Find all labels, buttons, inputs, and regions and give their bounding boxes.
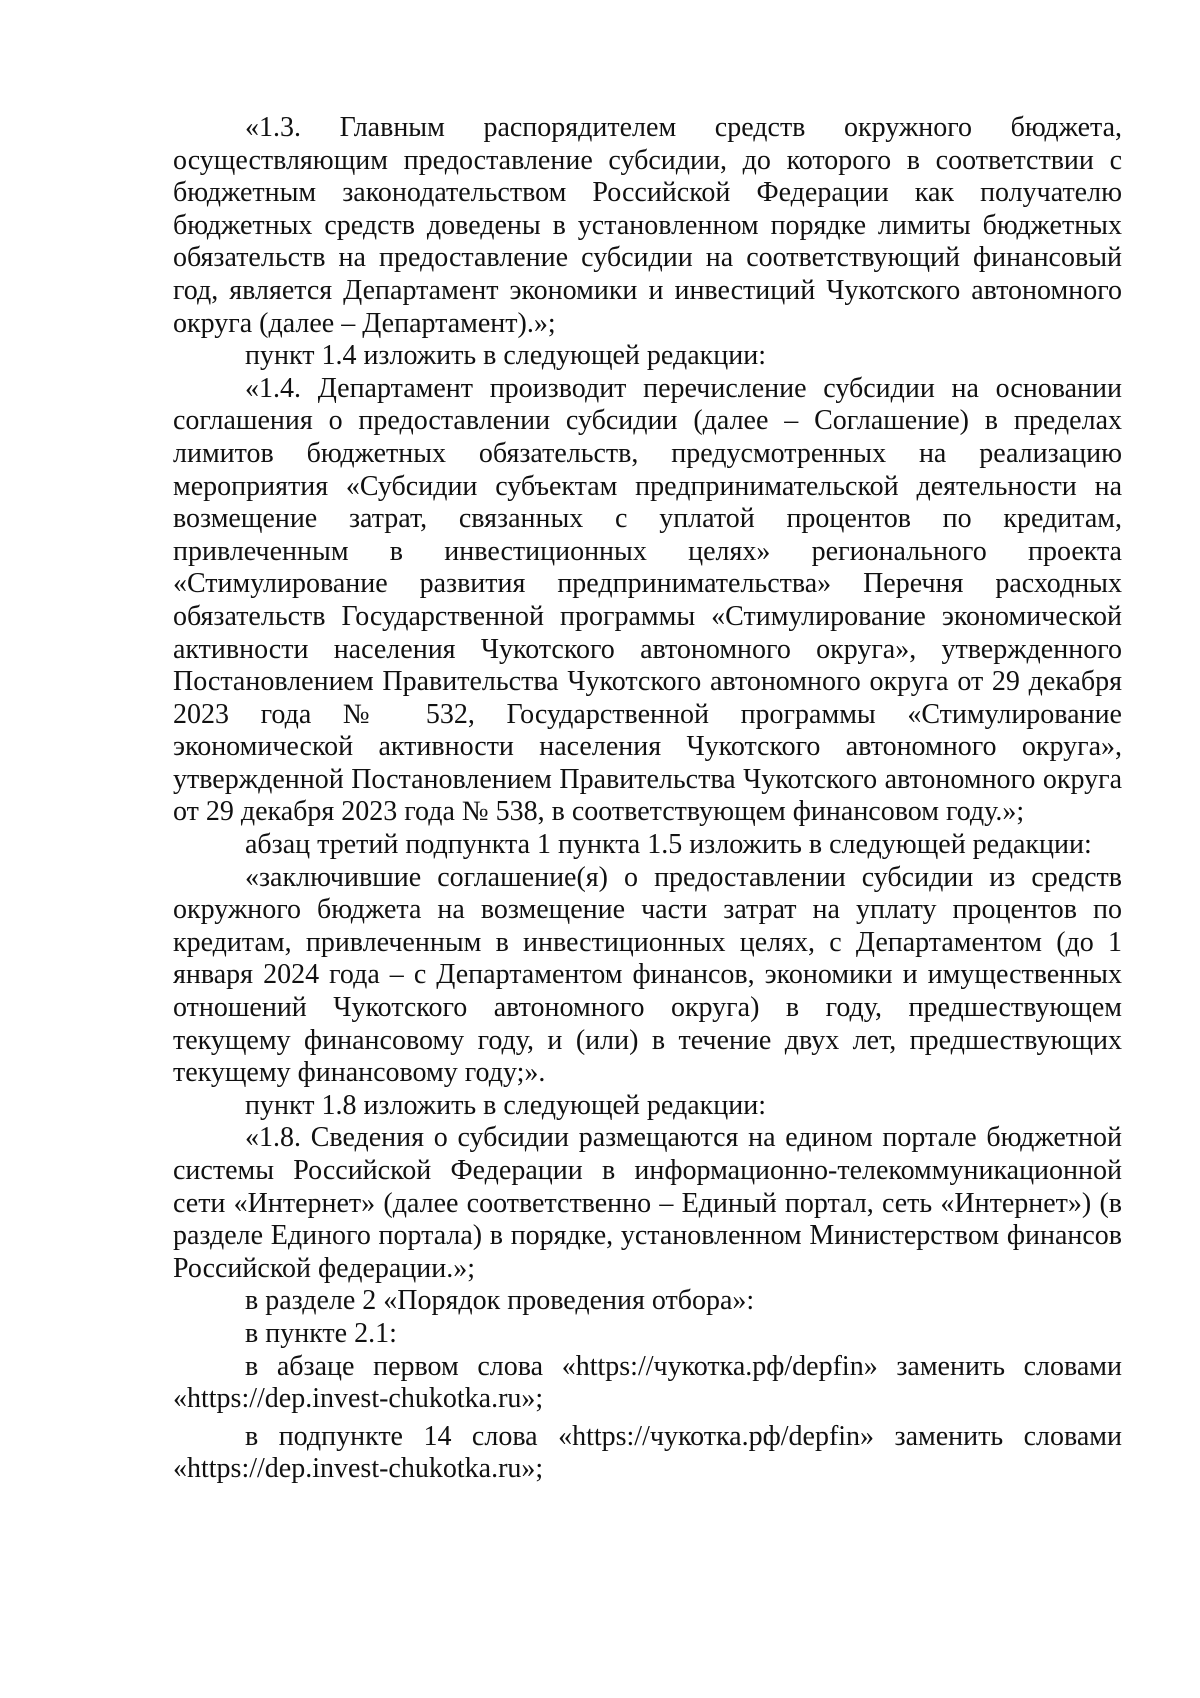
paragraph-subpoint-14-url-replace: в подпункте 14 слова «https://чукотка.рф/depfin» заменить словами «https://dep.invest-chukotka.ru»; (173, 1420, 1122, 1485)
paragraph-agreement-conclusion: «заключившие соглашение(я) о предоставлении субсидии из средств окружного бюджета на возмещение части затрат на уплату процентов по кредитам, привлеченным в инвестиционных целях, с Департаментом (до 1 января 2024 года – с Департаментом финансов, экономики и имущественных отношений Чукотского автономного округа) в году, предшествующем текущему финансовому году, и (или) в течение двух лет, предшествующих текущему финансовому году;». (173, 861, 1122, 1089)
paragraph-instruction-1-5: абзац третий подпункта 1 пункта 1.5 изложить в следующей редакции: (245, 829, 1092, 861)
document-body (173, 112, 1122, 1486)
paragraph-1-8-portal-info: «1.8. Сведения о субсидии размещаются на едином портале бюджетной системы Российской Федерации в информационно-телекоммуникационной сети «Интернет» (далее соответственно – Единый портал, сеть «Интернет») (в разделе Единого портала) в порядке, установленном Министерством финансов Российской федерации.»; (173, 1122, 1122, 1284)
paragraph-1-4-subsidy-transfer: «1.4. Департамент производит перечисление субсидии на основании соглашения о предоставлении субсидии (далее – Соглашение) в пределах лимитов бюджетных обязательств, предусмотренных на реализацию мероприятия «Субсидии субъектам предпринимательской деятельности на возмещение затрат, связанных с уплатой процентов по кредитам, привлеченным в инвестиционных целях» регионального проекта «Стимулирование развития предпринимательства» Перечня расходных обязательств Государственной программы «Стимулирование экономической активности населения Чукотского автономного округа», утвержденного Постановлением Правительства Чукотского автономного округа от 29 декабря 2023 года № 532, Государственной программы «Стимулирование экономической активности населения Чукотского автономного округа», утвержденной Постановлением Правительства Чукотского автономного округа от 29 декабря 2023 года № 538, в соответствующем финансовом году.»; (173, 372, 1122, 828)
paragraph-section-2-heading: в разделе 2 «Порядок проведения отбора»: (245, 1285, 755, 1317)
paragraph-first-abzac-url-replace: в абзаце первом слова «https://чукотка.рф/depfin» заменить словами «https://dep.invest-chukotka.ru»; (173, 1350, 1122, 1415)
paragraph-instruction-1-8: пункт 1.8 изложить в следующей редакции: (245, 1089, 766, 1121)
paragraph-1-3-main-administrator: «1.3. Главным распорядителем средств окружного бюджета, осуществляющим предоставление субсидии, до которого в соответствии с бюджетным законодательством Российской Федерации как получателю бюджетных средств доведены в установленном порядке лимиты бюджетных обязательств на предоставление субсидии на соответствующий финансовый год, является Департамент экономики и инвестиций Чукотского автономного округа (далее – Департамент).»; (173, 112, 1122, 339)
paragraph-point-2-1: в пункте 2.1: (245, 1317, 397, 1349)
paragraph-instruction-1-4: пункт 1.4 изложить в следующей редакции: (245, 340, 766, 372)
